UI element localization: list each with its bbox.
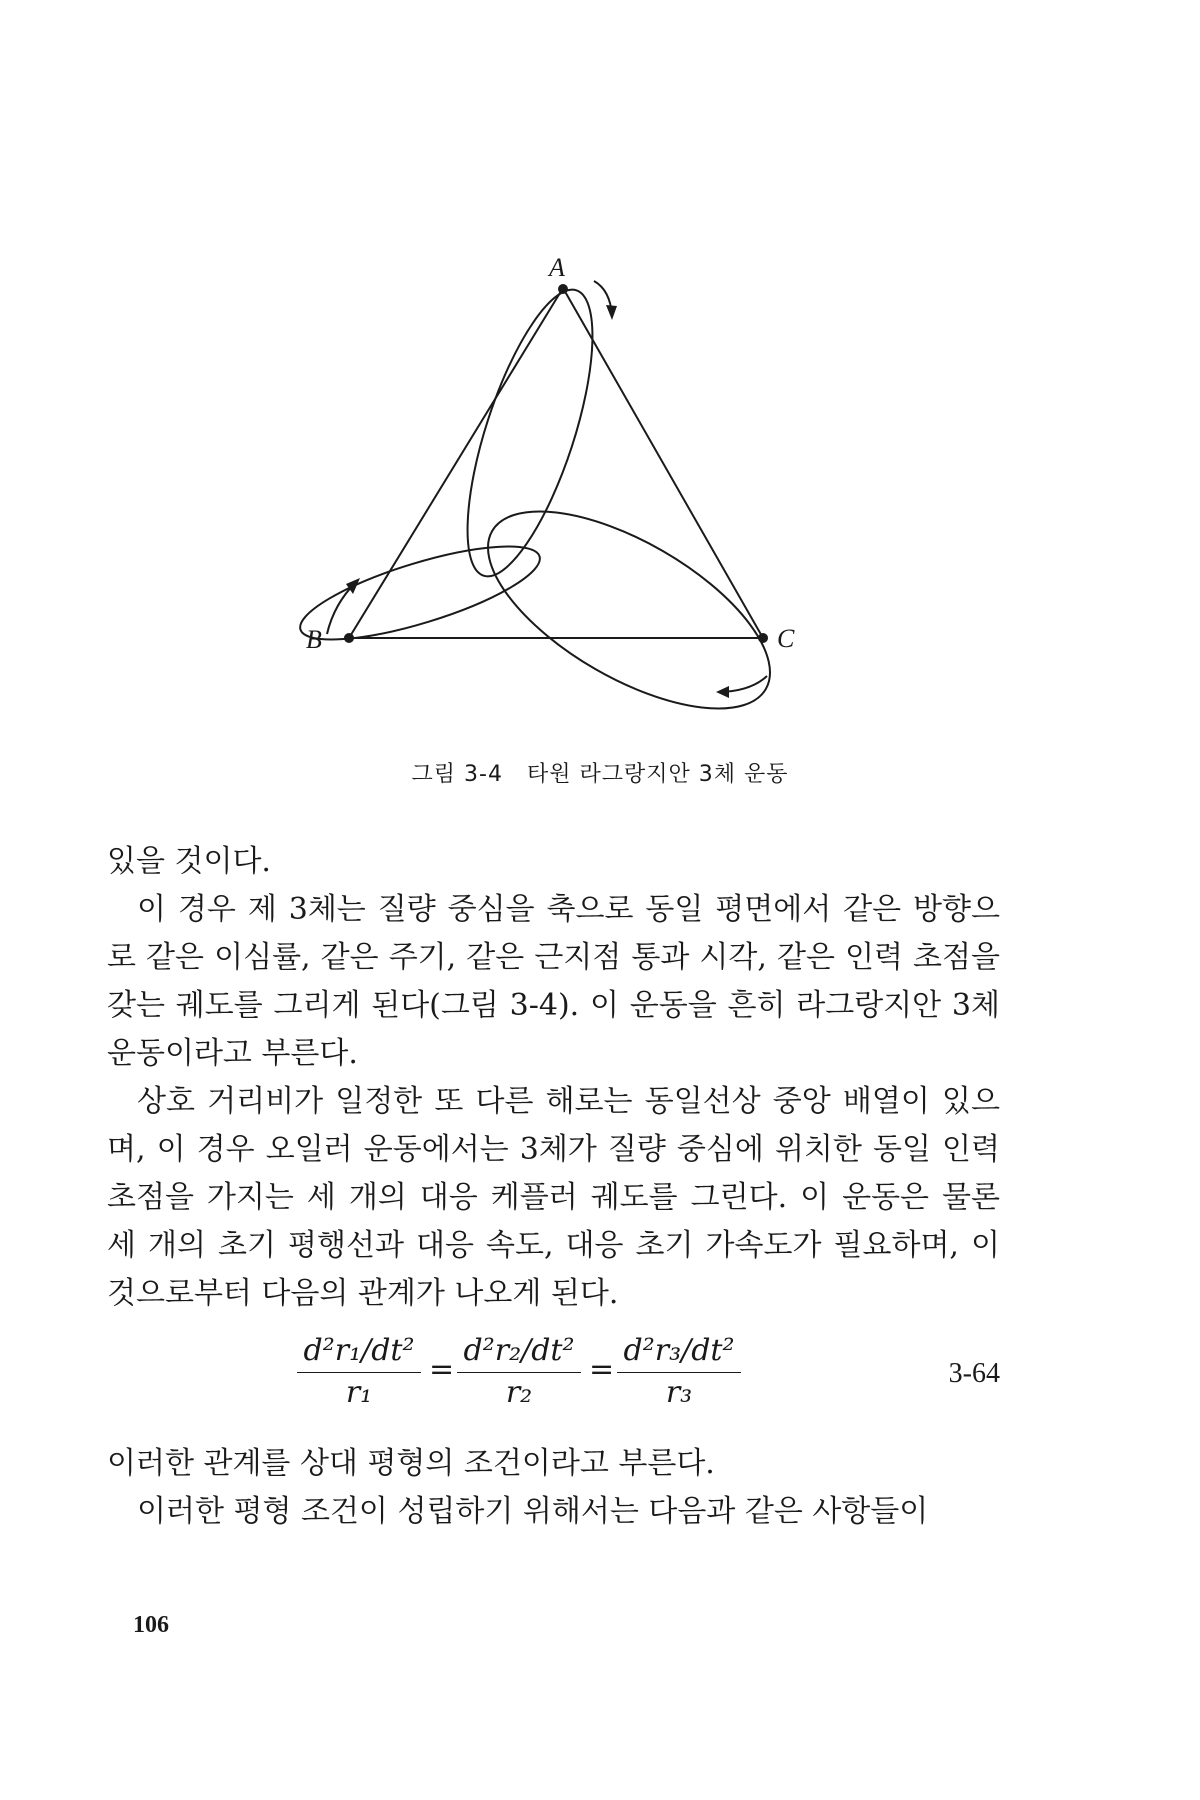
arrowhead-c <box>716 686 729 698</box>
body-c <box>758 633 768 643</box>
equation-denominator-3: r₃ <box>665 1375 693 1410</box>
paragraph-continuation: 있을 것이다. <box>107 844 271 879</box>
figure-caption <box>0 757 1200 788</box>
equals-sign-1: = <box>429 1352 455 1387</box>
page-number: 106 <box>133 1612 169 1638</box>
equation-fraction-3 <box>617 1332 741 1413</box>
body-text <box>107 838 1000 1536</box>
orbit-ellipse-c <box>458 472 800 720</box>
three-body-orbit-figure <box>0 0 1200 720</box>
equation-numerator-3: d²r₃/dt² <box>617 1332 741 1373</box>
orbit-ellipse-a <box>442 277 618 590</box>
vertex-label-a: A <box>549 253 565 282</box>
equation-number: 3-64 <box>948 1358 1000 1389</box>
paragraph-euler: 상호 거리비가 일정한 또 다른 해로는 동일선상 중앙 배열이 있으며, 이 경우 오일러 운동에서는 3체가 질량 중심에 위치한 동일 인력 초점을 가지는 세 개의 대응 케플러 궤도를 그린다. 이 운동은 물론 세 개의 초기 평행선과 대응 속도, 대응 초기 가속도가 필요하며, 이것으로부터 다음의 관계가 나오게 된다. <box>107 1084 1000 1311</box>
body-a <box>558 284 568 294</box>
arrowhead-a <box>606 305 617 320</box>
vertex-label-c: C <box>777 624 795 653</box>
equation-fraction-1 <box>297 1332 421 1413</box>
equals-sign-2: = <box>589 1352 615 1387</box>
equation-denominator-2: r₂ <box>505 1375 533 1410</box>
paragraph-lagrangian: 이 경우 제 3체는 질량 중심을 축으로 동일 평면에서 같은 방향으로 같은 이심률, 같은 주기, 같은 근지점 통과 시각, 같은 인력 초점을 갖는 궤도를 그리게 된다(그림 3-4). 이 운동을 흔히 라그랑지안 3체 운동이라고 부른다. <box>107 892 1000 1071</box>
equation-3-64 <box>107 1324 1000 1436</box>
figure-title: 타원 라그랑지안 3체 운동 <box>526 762 789 787</box>
equation-numerator-2: d²r₂/dt² <box>457 1332 581 1373</box>
paragraph-relative-equilibrium: 이러한 관계를 상대 평형의 조건이라고 부른다. <box>107 1446 715 1481</box>
body-b <box>344 633 354 643</box>
equation-denominator-1: r₁ <box>345 1375 373 1410</box>
vertex-label-b: B <box>306 625 322 654</box>
triangle-edge-ab <box>349 288 563 638</box>
paragraph-equilibrium-conditions: 이러한 평형 조건이 성립하기 위해서는 다음과 같은 사항들이 <box>137 1494 929 1529</box>
equation-fraction-2 <box>457 1332 581 1413</box>
figure-number: 그림 3-4 <box>411 762 503 787</box>
equation-numerator-1: d²r₁/dt² <box>297 1332 421 1373</box>
